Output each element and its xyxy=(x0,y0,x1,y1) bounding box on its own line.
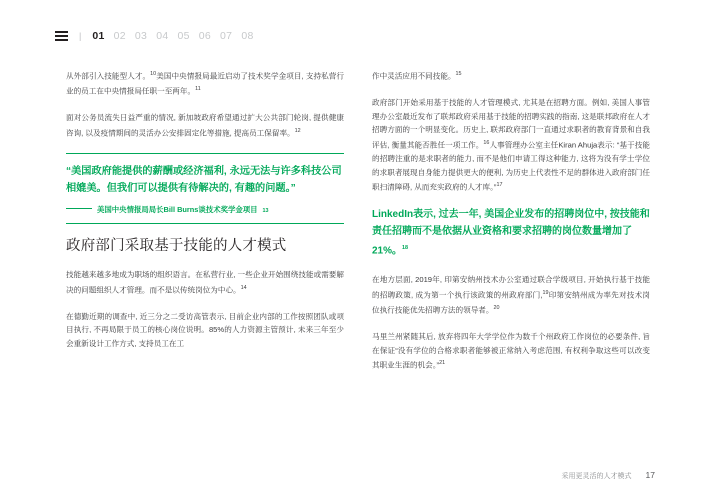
page-navigation-bar xyxy=(55,28,655,44)
paragraph-text: 从外部引入技能型人才。 xyxy=(66,71,151,81)
pull-quote-text: “美国政府能提供的薪酬或经济福利, 永远无法与许多科技公司相媲美。但我们可以提供有待解决的, 有趣的问题。” xyxy=(66,165,342,194)
page-tab-02[interactable]: 02 xyxy=(113,30,126,42)
page-tab-04[interactable]: 04 xyxy=(156,30,169,42)
paragraph-text: 在地方层面, 2019年, 印第安纳州技术办公室通过联合学级项目, 开始执行基于技能的招聘政策, 成为第一个执行该政策的州政府部门, xyxy=(372,275,650,300)
paragraph xyxy=(66,268,344,297)
footnote-ref[interactable]: 16 xyxy=(483,139,490,146)
paragraph xyxy=(372,330,650,372)
page-footer xyxy=(562,470,655,481)
page-tab-07[interactable]: 07 xyxy=(220,30,233,42)
footnote-ref[interactable]: 11 xyxy=(195,86,201,93)
paragraph xyxy=(372,96,650,194)
footnote-ref[interactable]: 17 xyxy=(496,182,503,189)
page-tab-01[interactable]: 01 xyxy=(92,30,105,42)
paragraph-text: 面对公务员流失日益严重的情况, 新加坡政府希望通过扩大公共部门轮岗, 提供健康咨询, 以及疫情期间的灵活办公安排固定化等措施, 提高员工保留率。 xyxy=(66,113,344,138)
footnote-ref[interactable]: 19 xyxy=(542,289,549,296)
footnote-ref[interactable]: 12 xyxy=(294,127,301,134)
paragraph-text: 政府部门开始采用基于技能的人才管理模式, 尤其是在招聘方面。例如, 美国人事管理办公室最近发布了联邦政府采用基于技能的招聘实践的指南, 这是联邦政府在人才招聘方面的一个明显变化。历史上, 联邦政府部门一直通过求职者的教育背景和自我评估, 衡量其能否胜任一项工作。 xyxy=(372,98,650,150)
article-body xyxy=(66,68,650,385)
footnote-ref[interactable]: 21 xyxy=(439,360,446,367)
hamburger-icon[interactable] xyxy=(55,30,68,43)
paragraph-text: 马里兰州紧随其后, 放弃将四年大学学位作为数千个州政府工作岗位的必要条件, 旨在保证“没有学位的合格求职者能够被正常纳入考虑范围, 有权利争取这些可以改变其职业生涯的机会。” xyxy=(372,332,650,370)
paragraph-text: 在德勤近期的调查中, 近三分之二受访高管表示, 目前企业内部的工作按照团队或项目执行, 不再局限于员工的核心岗位说明。85%的人力资源主管预计, 未来三年至少会重新设计工作方式, 支持员工在工 xyxy=(66,311,344,348)
page-tab-08[interactable]: 08 xyxy=(241,30,254,42)
paragraph xyxy=(66,310,344,351)
page-tab-06[interactable]: 06 xyxy=(198,30,212,42)
pull-quote-attribution xyxy=(66,204,344,215)
footnote-ref[interactable]: 18 xyxy=(402,245,409,252)
footnote-ref[interactable]: 15 xyxy=(455,71,462,77)
paragraph xyxy=(372,273,650,317)
footnote-ref[interactable]: 20 xyxy=(493,304,500,311)
page-tab-05[interactable]: 05 xyxy=(177,30,190,42)
right-column xyxy=(372,68,650,385)
section-heading: 政府部门采取基于技能的人才模式 xyxy=(66,237,287,254)
separator: | xyxy=(79,31,82,41)
attribution-text: 美国中央情报局局长Bill Burns谈技术奖学金项目 xyxy=(97,204,258,214)
paragraph xyxy=(66,111,344,140)
highlight-text: LinkedIn表示, 过去一年, 美国企业发布的招聘岗位中, 按技能和责任招聘而不是依据从业资格和要求招聘的岗位数量增加了21%。 xyxy=(372,209,650,257)
paragraph-text-tail: 美国中央情报局最近启动了技术奖学金项目, 支持私营行业的员工在中央情报局任职一至两年。 xyxy=(66,71,345,96)
footnote-ref[interactable]: 14 xyxy=(240,284,247,291)
paragraph xyxy=(66,68,344,98)
paragraph-text: 技能越来越多地成为职场的组织语言。在私营行业, 一些企业开始围绕技能或需要解决的问题组织人才管理。而不是以传统岗位为中心。 xyxy=(66,269,344,295)
paragraph xyxy=(372,68,650,83)
attribution-dash-icon xyxy=(66,208,92,209)
paragraph-text: 作中灵活应用不同技能。 xyxy=(372,71,456,81)
paragraph-text-tail: 人事管理办公室主任Kiran Ahuja表示: “基于技能的招聘注重的是求职者的能力, 而不是他们申请工得这种能力, 这将为没有学士学位的求职者展现自身能力提供更大的便利, 为历史上代表性不足的群体进入政府部门任职扫清障碍, 从而充实政府的人才库。” xyxy=(372,140,650,192)
pull-quote xyxy=(66,153,344,224)
footnote-ref[interactable]: 13 xyxy=(262,207,269,214)
page-tab-03[interactable]: 03 xyxy=(134,30,148,42)
footer-title: 采用更灵活的人才模式 xyxy=(561,473,632,480)
footnote-ref[interactable]: 10 xyxy=(150,71,157,77)
footer-page-number: 17 xyxy=(645,470,655,480)
highlight-callout xyxy=(372,207,650,260)
paragraph-text-tail: 印第安纳州成为率先对技术岗位执行技能优先招聘方法的领导者。 xyxy=(372,290,650,315)
left-column xyxy=(66,68,344,385)
